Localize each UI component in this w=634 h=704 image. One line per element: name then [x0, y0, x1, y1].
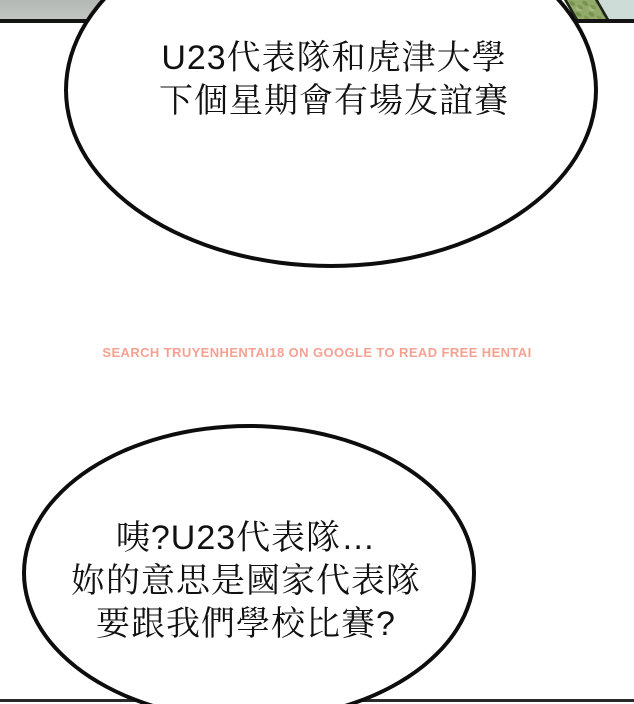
bubble-line: 咦?U23代表隊… — [115, 519, 377, 557]
bubble-line: 妳的意思是國家代表隊 — [71, 562, 421, 600]
bubble-line: 下個星期會有場友誼賽 — [159, 82, 509, 120]
speech-bubble-top-text — [70, 37, 598, 123]
bubble-line: 要跟我們學校比賽? — [96, 605, 396, 643]
speech-bubble-bottom-text — [25, 517, 467, 646]
bubble-line: U23代表隊和虎津大學 — [161, 39, 507, 77]
watermark-text: SEARCH TRUYENHENTAI18 ON GOOGLE TO READ FREE HENTAI — [102, 345, 532, 360]
